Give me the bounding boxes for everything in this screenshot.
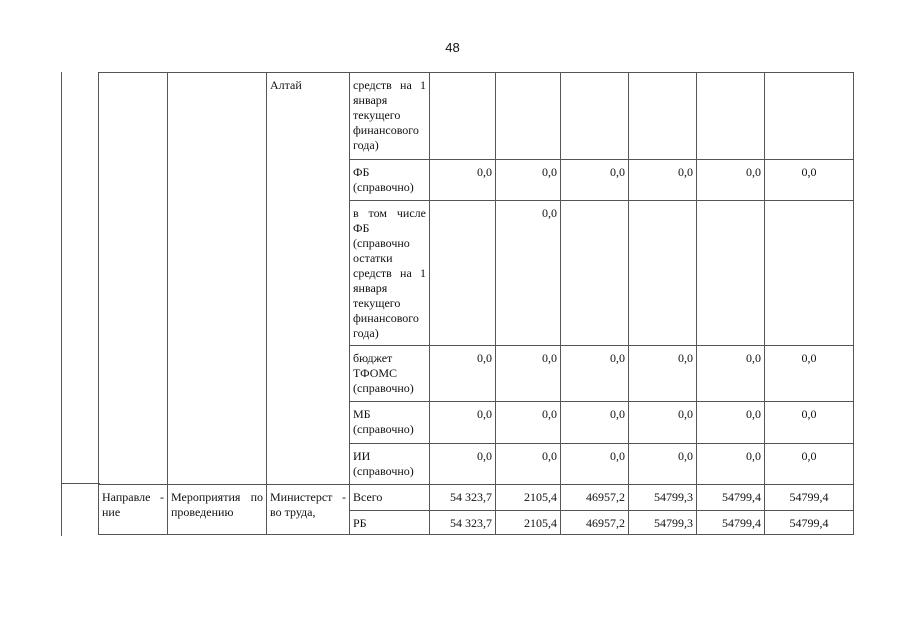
funding-source-label: РБ — [350, 511, 430, 535]
value-cell: 0,0 — [629, 444, 697, 485]
funding-source-label: ФБ (справочно) — [350, 160, 430, 201]
value-cell: 0,0 — [765, 160, 854, 201]
funding-source-label: Всего — [350, 485, 430, 511]
value-cell — [430, 201, 496, 346]
table-row — [99, 73, 854, 160]
value-cell: 54 323,7 — [430, 485, 496, 511]
funding-source-label: средств на 1 января текущего финансового года) — [350, 73, 430, 160]
value-cell: 54799,4 — [697, 511, 765, 535]
budget-table — [98, 72, 854, 535]
value-cell: 0,0 — [430, 160, 496, 201]
value-cell: 0,0 — [697, 444, 765, 485]
funding-source-label: ИИ (справочно) — [350, 444, 430, 485]
value-cell: 0,0 — [496, 402, 561, 444]
value-cell — [629, 201, 697, 346]
value-cell: 0,0 — [561, 346, 629, 402]
value-cell: 0,0 — [561, 160, 629, 201]
value-cell: 0,0 — [561, 444, 629, 485]
value-cell: 54799,4 — [697, 485, 765, 511]
event-cell-empty — [168, 73, 267, 485]
value-cell: 0,0 — [629, 402, 697, 444]
value-cell: 0,0 — [496, 160, 561, 201]
direction-cell-empty — [99, 73, 168, 485]
value-cell: 54799,4 — [765, 485, 854, 511]
funding-source-label: МБ (справочно) — [350, 402, 430, 444]
value-cell: 0,0 — [430, 444, 496, 485]
value-cell — [765, 201, 854, 346]
value-cell: 54799,3 — [629, 511, 697, 535]
value-cell — [496, 73, 561, 160]
value-cell — [561, 201, 629, 346]
value-cell: 54799,3 — [629, 485, 697, 511]
event-cell: Мероприятия по проведению — [168, 485, 267, 535]
value-cell — [430, 73, 496, 160]
value-cell — [697, 73, 765, 160]
value-cell: 0,0 — [765, 346, 854, 402]
value-cell: 0,0 — [765, 444, 854, 485]
funding-source-label: бюджет ТФОМС (справочно) — [350, 346, 430, 402]
value-cell: 0,0 — [765, 402, 854, 444]
page-number: 48 — [445, 40, 460, 55]
value-cell: 0,0 — [496, 444, 561, 485]
value-cell: 2105,4 — [496, 485, 561, 511]
executor-cell: Алтай — [267, 73, 350, 485]
value-cell: 0,0 — [629, 346, 697, 402]
value-cell — [561, 73, 629, 160]
value-cell: 0,0 — [697, 346, 765, 402]
value-cell — [765, 73, 854, 160]
value-cell: 54 323,7 — [430, 511, 496, 535]
value-cell: 46957,2 — [561, 485, 629, 511]
value-cell: 0,0 — [629, 160, 697, 201]
left-margin-column — [61, 72, 100, 536]
value-cell: 2105,4 — [496, 511, 561, 535]
value-cell: 0,0 — [496, 201, 561, 346]
table-row — [99, 485, 854, 511]
direction-cell: Направле - ние — [99, 485, 168, 535]
value-cell: 0,0 — [430, 346, 496, 402]
value-cell — [629, 73, 697, 160]
value-cell: 46957,2 — [561, 511, 629, 535]
value-cell: 0,0 — [697, 160, 765, 201]
value-cell: 0,0 — [496, 346, 561, 402]
left-margin-divider — [62, 483, 100, 484]
value-cell: 0,0 — [697, 402, 765, 444]
value-cell: 54799,4 — [765, 511, 854, 535]
executor-cell: Министерст - во труда, — [267, 485, 350, 535]
value-cell: 0,0 — [561, 402, 629, 444]
value-cell — [697, 201, 765, 346]
value-cell: 0,0 — [430, 402, 496, 444]
funding-source-label: в том числе ФБ (справочно остатки средств на 1 января текущего финансового года) — [350, 201, 430, 346]
